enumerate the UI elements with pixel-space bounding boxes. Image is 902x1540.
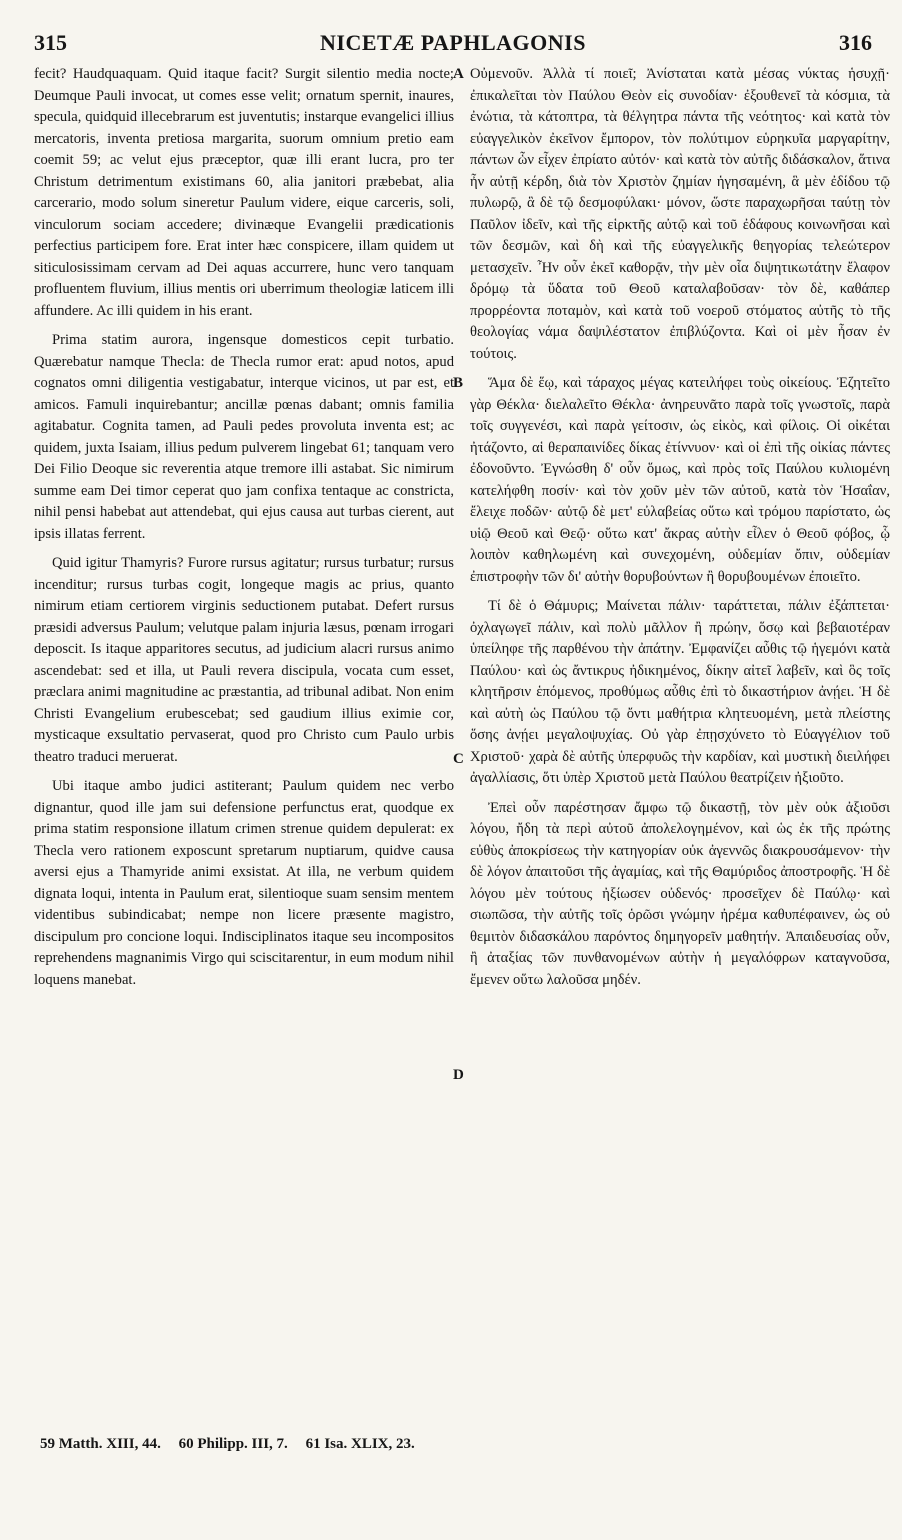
greek-paragraph: Ἅμα δὲ ἕῳ, καὶ τάραχος μέγας κατειλήφει τοὺς οἰκείους. Ἐζητεῖτο γὰρ Θέκλα· διελαλεῖτο Θέκλα· ἀνηρευνᾶτο παρὰ τοῖς γνωστοῖς, παρὰ τοῖς συγγενέσι, καὶ παρὰ γείτοσιν, ὡς εἰκὸς, καὶ φίλοις. Οἱ οἰκέται ἠτάζοντο, αἱ θεραπαινίδες δίκας ἐτίννυον· καὶ οἱ ἐπὶ τῆς οἰκίας πάντες ἐδονοῦντο. Ἐγνώσθη δ' οὖν ὅμως, καὶ πρὸς τοῖς Παύλου κυλιομένη κατελήφθη ποσίν· καὶ τὸν χοῦν μὲν τῶν αὐτοῦ, κατὰ τὸν Ἡσαΐαν, ἔλειχε ποδῶν· αὐτῷ δὲ μετ' εὐλαβείας οὕτω καὶ τρόμου παρίστατο, ὡς υἱῷ Θεοῦ καὶ Θεῷ· οὕτω κατ' ἄκρας αὐτὴν εἶλεν ὁ Θεοῦ φόβος, ᾧ λοιπὸν καθηλωμένη καὶ συνεχομένη, οὐδεμίαν ὄπιν, οὐδεμίαν ἐπιστροφὴν τῶν δι' αὐτὴν θορυβούντων ἢ θορυβουμένων ἐποιεῖτο.	[470, 375, 890, 585]
greek-column	[470, 64, 890, 999]
page-number-left: 315	[34, 30, 67, 55]
footnote: 59 Matth. XIII, 44.	[40, 1436, 161, 1452]
margin-letter-d: D	[453, 1067, 464, 1083]
latin-paragraph: fecit? Haudquaquam. Quid itaque facit? Surgit silentio media nocte; Deumque Pauli invocat, ut comes esse velit; ornatum spernit, inaures, specula, quidquid illecebrarum est juventutis; instarque evangelici illius mercatoris, inventa pretiosa margarita, suorum omnium pretio eam coemit 59; ac velut ejus præceptor, quæ illi erant lucra, pro ter Christum detrimentum existimans 60, alia janitori præbebat, alia carcerario, modo solum sineretur Paulum videre, eique carceris, soli, vinculorum sociam accedere; divinæque Evangelii prædicationis perfectius participem fore. Erat inter hæc conspicere, illam quidem ut siticulosissimam cervam ad Dei aquas accurrere, hunc vero tanquam profluentem fluvium, illius mentis ori uberrimum theologiæ laticem illi affundere. Ac illi quidem in his erant.	[34, 66, 454, 319]
latin-column	[34, 64, 454, 999]
latin-paragraph: Prima statim aurora, ingensque domesticos cepit turbatio. Quærebatur namque Thecla: de Thecla rumor erat: apud notos, apud cognatos omni diligentia vestigabatur, interque vicinos, ut par est, et amicos. Famuli inquirebantur; ancillæ pœnas dabant; omnis familia agitabatur. Cognita tamen, ad Pauli pedes provoluta inventa est; ac quidem, juxta Isaiam, illius pedum pulverem lingebat 61; tanquam vero Dei Filio Deoque sic reverentia atque tremore illi astabat. Sic nimirum summe eam Dei timor ceperat quo jam confixa tentaque ac constricta, nihil pensi habebat aut attendebat, qui ejus causa aut turbas cierent, aut ipsis illatas ferrent.	[34, 332, 454, 542]
margin-letter-c: C	[453, 751, 464, 767]
page-number-right: 316	[839, 30, 872, 55]
latin-paragraph: Ubi itaque ambo judici astiterant; Paulum quidem nec verbo dignantur, quod ille jam sui defensione perfunctus erat, quodque ex prima statim responsione illatum crimen strenue quidem depulerat: ex Thecla vero rationem exposcunt spretarum nuptiarum, quidve causa aversi ejus a Thamyride animi exsistat. At illa, ne verbum quidem dignata loqui, intenta in Paulum erat, silentioque suam sensim mentem videntibus subindicabat; nempe non licere præsente magistro, discipulum pro concione loqui. Indisciplinatos itaque seu incompositos reprehendens magnanimis Virgo qui sciscitarentur, in eum modum nihil loquens manebat.	[34, 778, 454, 988]
footnote: 60 Philipp. III, 7.	[178, 1436, 288, 1452]
margin-letter-a: A	[453, 66, 464, 82]
footnote: 61 Isa. XLIX, 23.	[305, 1436, 415, 1452]
greek-paragraph: Ἐπεὶ οὖν παρέστησαν ἄμφω τῷ δικαστῇ, τὸν μὲν οὐκ ἀξιοῦσι λόγου, ἤδη τὰ περὶ αὐτοῦ ἀπολελογημένον, καὶ ὡς ἐκ τῆς πρώτης εὐθὺς ἀποκρίσεως τὴν κατηγορίαν οὐκ ἀγεννῶς διακρουσάμενον· τὴν δὲ λόγον ἀπαιτοῦσι τῆς ἀγαμίας, καὶ τῆς Θαμύριδος ἀποστροφῆς. Ἡ δὲ λόγου μὲν τούτους ἠξίωσεν οὐδενός· προσεῖχεν δὲ Παύλῳ· καὶ σιωπῶσα, τὴν αὐτῆς τοῖς ὁρῶσι γνώμην ἠρέμα καθυπέφαινεν, ὡς οὐ θεμιτὸν διδασκάλου παρόντος δημηγορεῖν μαθητήν. Ἀπαιδευσίας οὖν, ἢ ἀταξίας τῶν πυνθανομένων αὐτὴν ἡ μεγαλόφρων καταγνοῦσα, ἔμενεν οὕτω λαλοῦσα μηδέν.	[470, 799, 890, 988]
footnotes	[40, 1436, 600, 1453]
page-header	[34, 30, 872, 58]
greek-paragraph: Τί δὲ ὁ Θάμυρις; Μαίνεται πάλιν· ταράττεται, πάλιν ἐξάπτεται· ὀχλαγωγεῖ πάλιν, καὶ πολὺ μᾶλλον ἢ πρώην, ὅσῳ καὶ βεβαιοτέραν ὑπείληφε τῆς παρθένου τὴν ἀπάτην. Ἐμφανίζει αὖθις τῷ ἡγεμόνι κατὰ Παύλου· καὶ ὡς ἄντικρυς ἠδικημένος, δίκην αἰτεῖ λαβεῖν, καὶ ὃς τοῖς κλητῆρσιν ἑπόμενος, προθύμως αὖθις ἐπὶ τὸ δικαστήριον ἀνῄει. Ἡ δὲ καὶ αὐτὴ ὡς Παύλου τῷ ὄντι μαθήτρια κλητευομένη, μετὰ πλείστης ὅσης ἀνῄει μεγαλοψυχίας. Οὐ γὰρ ἐπῃσχύνετο τὸ Εὐαγγέλιον τοῦ Χριστοῦ· χαρὰ δὲ αὐτῆς ὑπερφυῶς τὴν καρδίαν, καὶ μυστικὴ διειλήφει ἀγαλλίασις, ὅτι ὑπὲρ Χριστοῦ μετὰ Παύλου θεατρίζειν ἠξιοῦτο.	[470, 598, 890, 786]
latin-paragraph: Quid igitur Thamyris? Furore rursus agitatur; rursus turbatur; rursus incenditur; rursus turbas cogit, longeque magis ac prius, quanto nimirum etiam certiorem virginis seductionem putabat. Defert rursus præsidi adversus Paulum; velutque palam injuria læsus, pœnam irrogari deposcit. Is itaque apparitores secutus, ad judicium alacri rursus animo ascendebat: sed et illa, ut Pauli revera discipula, vocata cum esset, præclara animi magnitudine ac præstantia, ad tribunal adibat. Non enim Christi Evangelium erubescebat; sed gaudium illius eximie cor, mysticaque exsultatio pervaserat, quod pro Christo cum Paulo urbis theatro traduci meruerat.	[34, 555, 454, 765]
running-title: NICETÆ PAPHLAGONIS	[320, 30, 586, 55]
greek-paragraph: Οὐμενοῦν. Ἀλλὰ τί ποιεῖ; Ἀνίσταται κατὰ μέσας νύκτας ἡσυχῇ· ἐπικαλεῖται τὸν Παύλου Θεὸν εἰς συνοδίαν· ἐξουθενεῖ τὰ κόσμια, τὰ ἐνώτια, τὰ κάτοπτρα, τὰ θέλγητρα πάντα τῆς νεότητος· καὶ κατὰ τὸν εὐαγγελικὸν ἐκεῖνον ἔμπορον, τὸν πολύτιμον εὑρηκυῖα μαργαρίτην, πάντων ὧν εἶχεν ἐπρίατο αὐτόν· καὶ κατὰ τὸν αὐτῆς διδάσκαλον, ἅτινα ἦν αὐτῇ κέρδη, διὰ τὸν Χριστὸν ζημίαν ἡγησαμένη, ἃ μὲν ἐδίδου τῷ πυλωρῷ, ἃ δὲ τῷ δεσμοφύλακι· μόνον, ὥστε παραχωρῆσαι ταύτῃ τὸν Παῦλον ἰδεῖν, καὶ τῆς εἱρκτῆς αὐτῷ καὶ τοῦ ἐδάφους κοινωνῆσαι καὶ τῶν δεσμῶν, καὶ δὴ καὶ τῆς εὐαγγελικῆς θεηγορίας τελεώτερον μετασχεῖν. Ἦν οὖν ἐκεῖ καθορᾷν, τὴν μὲν οἷα διψητικωτάτην ἔλαφον δρόμῳ τὰ ὕδατα τοῦ Θεοῦ καταλαβοῦσαν· τὸν δὲ, καθάπερ προρρέοντα ποταμὸν, καὶ κατὰ τοῦ νοεροῦ στόματος αὐτῆς τὸ τῆς θεολογίας νάμα δαψιλέστατον ἐπιβλύζοντα. Καὶ οἱ μὲν ἦσαν ἐν τούτοις.	[470, 66, 890, 362]
margin-letter-b: B	[453, 375, 464, 391]
